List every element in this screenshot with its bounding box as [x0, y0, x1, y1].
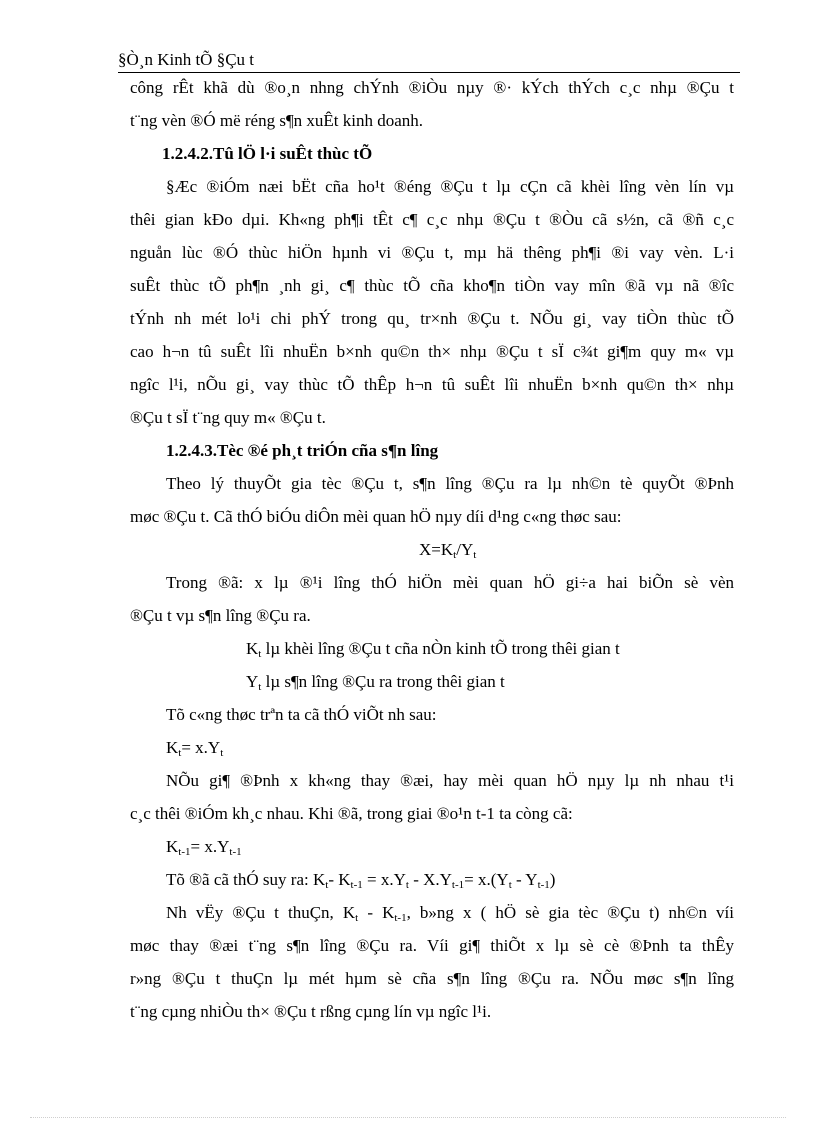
body-line: nguån lùc ®Ó thùc hiÖn hµnh vi ®Çu t, mµ hä thêng ph¶i ®i vay vèn. L·i	[130, 243, 734, 262]
body-line: t¨ng vèn ®Ó më réng s¶n xuÊt kinh doanh.	[130, 111, 424, 130]
section-heading: 1.2.4.2.Tû lÖ l·i suÊt thùc tÕ	[162, 144, 373, 163]
body-line: tÝnh nh mét lo¹i chi phÝ trong qu¸ tr×nh ®Çu t. NÕu gi¸ vay tiÒn thùc tÕ	[130, 309, 734, 328]
body-line: r»ng ®Çu t thuÇn lµ mét hµm sè cña s¶n lîng ®Çu ra. NÕu møc s¶n lîng	[130, 969, 734, 988]
body-line: NÕu gi¶ ®Þnh x kh«ng thay ®æi, hay mèi quan hÖ nµy lµ nh nhau t¹i	[166, 771, 734, 790]
body-line: møc ®Çu t. Cã thÓ biÓu diÔn mèi quan hÖ nµy díi d¹ng c«ng thøc sau:	[130, 507, 622, 526]
body-line: møc thay ®æi t¨ng s¶n lîng ®Çu ra. Víi gi¶ thiÕt x lµ sè cè ®Þnh ta thÊy	[130, 936, 734, 955]
body-line: ®Çu t sÏ t¨ng quy m« ®Çu t.	[130, 408, 326, 427]
formula: $K_{t-1}= x.Y_{t-1}$	[166, 837, 242, 858]
formula: $K_t= x.Y_t$	[166, 738, 224, 759]
definition-line: $K_t$ lµ khèi lîng ®Çu t cña nÒn kinh tÕ trong thêi gian t	[246, 639, 620, 660]
body-line: ngîc l¹i, nÕu gi¸ vay thùc tÕ thÊp h¬n tû suÊt lîi nhuËn b×nh qu©n th× nhµ	[130, 375, 734, 394]
body-line: t¨ng cµng nhiÒu th× ®Çu t rßng cµng lín vµ ngîc l¹i.	[130, 1002, 492, 1021]
body-line: §Æc ®iÓm næi bËt cña ho¹t ®éng ®Çu t lµ cÇn cã khèi lîng vèn lín vµ	[166, 177, 734, 196]
body-line: cao h¬n tû suÊt lîi nhuËn b×nh qu©n th× nhµ ®Çu t sÏ c¾t gi¶m quy m« vµ	[130, 342, 734, 361]
header-divider	[118, 72, 740, 73]
body-line: Tõ c«ng thøc trªn ta cã thÓ viÕt nh sau:	[166, 705, 437, 724]
formula-line: Tõ ®ã cã thÓ suy ra: $K_t-$ $K_{t-1} = x.Y_t - X.Y_{t-1}= x.(Y_t - Y_{t-1})$	[166, 870, 556, 891]
body-line: Trong ®ã: x lµ ®¹i lîng thÓ hiÖn mèi quan hÖ gi÷a hai biÕn sè vèn	[166, 573, 734, 592]
body-line: c¸c thêi ®iÓm kh¸c nhau. Khi ®ã, trong giai ®o¹n t-1 ta còng cã:	[130, 804, 573, 823]
page-bottom-border	[30, 1117, 786, 1118]
body-line: Theo lý thuyÕt gia tèc ®Çu t, s¶n lîng ®Çu ra lµ nh©n tè quyÕt ®Þnh	[166, 474, 734, 493]
section-heading: 1.2.4.3.Tèc ®é ph¸t triÓn cña s¶n lîng	[166, 441, 439, 460]
formula: $X=K_t/Y_t$	[419, 540, 477, 561]
body-line: ®Çu t vµ s¶n lîng ®Çu ra.	[130, 606, 311, 625]
body-line: suÊt thùc tÕ ph¶n ¸nh gi¸ c¶ thùc tÕ cña kho¶n tiÒn vay mîn ®ã vµ nã ®îc	[130, 276, 734, 295]
body-line: Nh vËy ®Çu t thuÇn, $K_t - K_{t-1}$, b»ng x ( hÖ sè gia tèc ®Çu t) nh©n víi	[166, 903, 734, 924]
definition-line: $Y_t$ lµ s¶n lîng ®Çu ra trong thêi gian t	[246, 672, 505, 693]
page-header: §Ò¸n Kinh tÕ §Çu t	[118, 50, 254, 69]
body-line: thêi gian kÐo dµi. Kh«ng ph¶i tÊt c¶ c¸c nhµ ®Çu t ®Òu cã s½n, cã ®ñ c¸c	[130, 210, 734, 229]
body-line: công rÊt khã dù ®o¸n nhng chÝnh ®iÒu nµy ®· kÝch thÝch c¸c nhµ ®Çu t	[130, 78, 734, 97]
